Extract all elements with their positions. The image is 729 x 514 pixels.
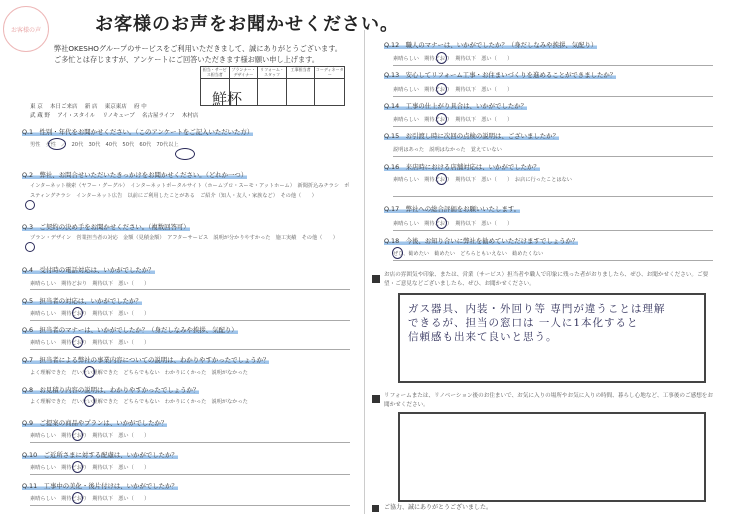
question-label — [384, 236, 578, 245]
logo-text: お客様の声 — [10, 26, 41, 34]
question-text: Q.12 職人のマナーは、いかがでしたか？（身だしなみや挨拶、気配り） — [384, 41, 598, 49]
question-label — [22, 296, 142, 305]
answer-circle — [436, 113, 447, 125]
question-label — [22, 127, 253, 136]
question-label — [22, 265, 155, 274]
footer-text: ご協力、誠にありがとうございました。 — [384, 504, 493, 511]
answer-options[interactable]: 男性 女性 ／ 20代 30代 40代 50代 60代 70代以上 — [30, 142, 179, 148]
answer-options[interactable]: 素晴らしい 期待どおり 期待以下 悪い（ ） — [30, 311, 150, 317]
answer-options[interactable]: よく理解できた だいたい理解できた どちらでもない わかりにくかった 説明がなかった — [30, 399, 248, 405]
answer-options[interactable]: 素晴らしい 期待どおり 期待以下 悪い（ ） — [30, 496, 150, 502]
answer-options[interactable]: 素晴らしい 期待どおり 期待以下 悪い（ ） お店に行ったことはない — [393, 177, 572, 183]
answer-circle — [48, 138, 66, 150]
answer-options[interactable]: よく理解できた だいたい理解できた どちらでもない わかりにくかった 説明がなかった — [30, 370, 248, 376]
answer-options[interactable]: ぜひ、勧めたい 勧めたい どちらともいえない 勧めたくない — [393, 251, 544, 257]
bullet-square — [372, 395, 380, 403]
intro-text — [54, 43, 364, 65]
staff-grid-header: プランナー・デザイナー — [230, 67, 259, 79]
staff-signature: 鮮杯 — [212, 90, 243, 108]
answer-circle — [392, 247, 403, 259]
comment-box[interactable] — [398, 412, 706, 502]
answer-circle — [25, 200, 35, 210]
question-label — [22, 450, 178, 459]
handwritten-line: できるが、担当の窓口は 一人に1本化すると — [408, 317, 639, 329]
question-text: Q.6 担当者のマナーは、いかがでしたか？（身だしなみや挨拶、気配り） — [22, 326, 238, 334]
company-logo — [3, 6, 49, 52]
answer-options[interactable]: 素晴らしい 期待どおり 期待以下 悪い（ ） — [393, 117, 513, 123]
store-options — [30, 103, 330, 121]
question-text: Q.13 安心してリフォーム工事・お住まいづくりを進めることができましたか？ — [384, 71, 617, 79]
answer-options[interactable]: 素晴らしい 期待どおり 期待以下 悪い（ ） — [393, 87, 513, 93]
separator — [393, 260, 713, 261]
answer-circle — [436, 173, 447, 185]
separator — [30, 320, 350, 321]
store-option[interactable]: リノキューブ — [102, 113, 135, 119]
handwritten-line: ガス器具、内装・外回り等 専門が違うことは理解 — [408, 303, 666, 315]
separator — [30, 289, 350, 290]
separator — [30, 505, 350, 506]
question-text: Q.10 ご近所さまに対する配慮は、いかがでしたか？ — [22, 451, 178, 459]
question-text: Q.3 ご契約の決め手をお聞かせください。（複数回答可） — [22, 223, 190, 231]
intro-line-2: ご多忙とは存じますが、アンケートにご回答いただきます様お願い申し上げます。 — [54, 55, 319, 64]
separator — [393, 196, 713, 197]
separator — [30, 349, 350, 350]
question-label — [22, 222, 190, 231]
answer-circle — [72, 307, 83, 319]
question-text: Q.15 お引渡し時に次回の点検の説明は、ございましたか？ — [384, 132, 559, 140]
separator — [393, 126, 713, 127]
question-text: Q.17 弊社への総合評価をお願いいたします。 — [384, 205, 521, 213]
separator — [30, 442, 350, 443]
intro-line-1: 弊社OKESHOグループのサービスをご利用いただきまして、誠にありがとうございます。 — [54, 44, 342, 53]
store-option[interactable]: 武 蔵 野 — [30, 113, 50, 119]
question-label — [384, 204, 520, 213]
question-label — [22, 481, 178, 490]
store-option[interactable]: 東 京 — [30, 104, 43, 110]
comment-prompt: お店の雰囲気や印象、または、営業（サービス）担当者や職人で印象に残った者がおりましたら、ぜひ、お聞かせください。ご要望・ご意見などございましたら、ぜひ、お聞かせください。 — [384, 272, 709, 287]
store-option[interactable]: アイ・スタイル — [57, 113, 96, 119]
question-label — [384, 101, 527, 110]
question-label — [22, 325, 238, 334]
question-label — [22, 355, 269, 364]
question-text: Q.5 担当者の対応は、いかがでしたか？ — [22, 297, 142, 305]
question-text: Q.1 性別・年代をお聞かせください。（このアンケートをご記入いただいた方） — [22, 128, 254, 136]
store-option[interactable]: 木村店 — [181, 113, 199, 119]
question-label — [384, 131, 559, 140]
handwritten-comment — [408, 302, 700, 344]
answer-circle — [72, 492, 83, 504]
handwritten-line: 信頼感も出来て良いと思う。 — [408, 331, 558, 343]
bullet-square — [372, 505, 379, 512]
question-label — [384, 70, 616, 79]
answer-circle — [72, 461, 83, 473]
store-option[interactable]: 新 店 — [84, 104, 98, 110]
answer-options[interactable]: 素晴らしい 期待どおり 期待以下 悪い（ ） — [30, 340, 150, 346]
answer-circle — [25, 242, 35, 252]
staff-grid-header: コーディネーター — [315, 67, 344, 77]
question-text: Q.9 ご提案の商品やプランは、いかがでしたか？ — [22, 419, 168, 427]
staff-grid-cell[interactable] — [258, 79, 287, 105]
answer-options[interactable]: 素晴らしい 期待どおり 期待以下 悪い（ ） — [30, 433, 150, 439]
question-label — [22, 170, 247, 179]
answer-options[interactable]: 説明はあった 説明はなかった 覚えていない — [393, 147, 502, 153]
separator — [393, 65, 713, 66]
staff-grid-header: 担当・サービス担当者 — [201, 67, 230, 79]
staff-grid-cell[interactable] — [315, 79, 344, 105]
store-option[interactable]: 名古屋ライフ — [141, 113, 175, 119]
question-label — [384, 40, 597, 49]
answer-circle — [84, 395, 95, 407]
staff-grid-cell[interactable] — [287, 79, 316, 105]
question-text: Q.14 工事の仕上がり具合は、いかがでしたか？ — [384, 102, 528, 110]
answer-circle — [436, 52, 447, 64]
question-text: Q.11 工事中の美化・後片付けは、いかがでしたか？ — [22, 482, 178, 490]
answer-circle — [72, 429, 83, 441]
separator — [30, 474, 350, 475]
question-text: Q.16 来店時における店舗対応は、いかがでしたか？ — [384, 163, 540, 171]
question-text: Q.7 担当者による弊社の事業内容についての説明は、わかりやすかったでしょうか？ — [22, 356, 270, 364]
staff-grid-header: 工事担当者 — [287, 67, 316, 79]
answer-circle — [84, 366, 95, 378]
question-text: Q.2 弊社、お問合せいただいたきっかけをお聞かせください。（どれか一つ） — [22, 171, 248, 179]
comment-prompt: リフォームまたは、リノベーション後のお住まいで、お気に入りの場所やお気に入りの時間、暮らし心地など、工事後のご感想をお聞かせください。 — [384, 393, 713, 408]
store-option[interactable]: 本日ご来店 — [50, 104, 78, 110]
separator — [393, 96, 713, 97]
separator — [393, 230, 713, 231]
separator — [393, 156, 713, 157]
question-label — [22, 385, 199, 394]
store-option[interactable]: 東京東店 — [104, 104, 127, 110]
answer-options[interactable]: インターネット検索（ヤフー・グーグル） インターネットポータルサイト（ホームプロ・スーモ・アットホーム） 新聞折込みチラシ ポスティングチラシ インターネット広告 以前にご利用したことがある ご紹介（知人・友人・家族など） その他（ ） — [30, 183, 350, 199]
page-title: お客様のお声をお聞かせください。 — [95, 14, 399, 35]
answer-options[interactable]: 素晴らしい 期待どおり 期待以下 悪い（ ） — [30, 465, 150, 471]
question-label — [384, 162, 540, 171]
answer-options[interactable]: 素晴らしい 期待どおり 期待以下 悪い（ ） — [393, 56, 513, 62]
answer-circle — [175, 148, 195, 160]
question-text: Q.4 受付時の電話対応は、いかがでしたか？ — [22, 266, 155, 274]
answer-options[interactable]: 素晴らしい 期待どおり 期待以下 悪い（ ） — [30, 281, 150, 287]
answer-circle — [72, 336, 83, 348]
question-text: Q.18 今後、お知り合いに弊社を勧めていただけますでしょうか？ — [384, 237, 579, 245]
answer-circle — [436, 83, 447, 95]
staff-grid-header: リフォーム・スタッフ — [258, 67, 287, 79]
question-text: Q.8 お見積り内容の説明は、わかりやすかったでしょうか？ — [22, 386, 200, 394]
bullet-square — [372, 275, 380, 283]
answer-options[interactable]: プラン・デザイン 営業担当者の対応 金額（見積金額） アフターサービス 説明が分かりやすかった 施工実績 その他（ ） — [30, 235, 338, 241]
column-divider — [364, 30, 365, 514]
answer-options[interactable]: 素晴らしい 期待どおり 期待以下 悪い（ ） — [393, 221, 513, 227]
answer-circle — [436, 217, 447, 229]
question-label — [22, 418, 167, 427]
store-option[interactable]: 府 中 — [134, 104, 147, 110]
